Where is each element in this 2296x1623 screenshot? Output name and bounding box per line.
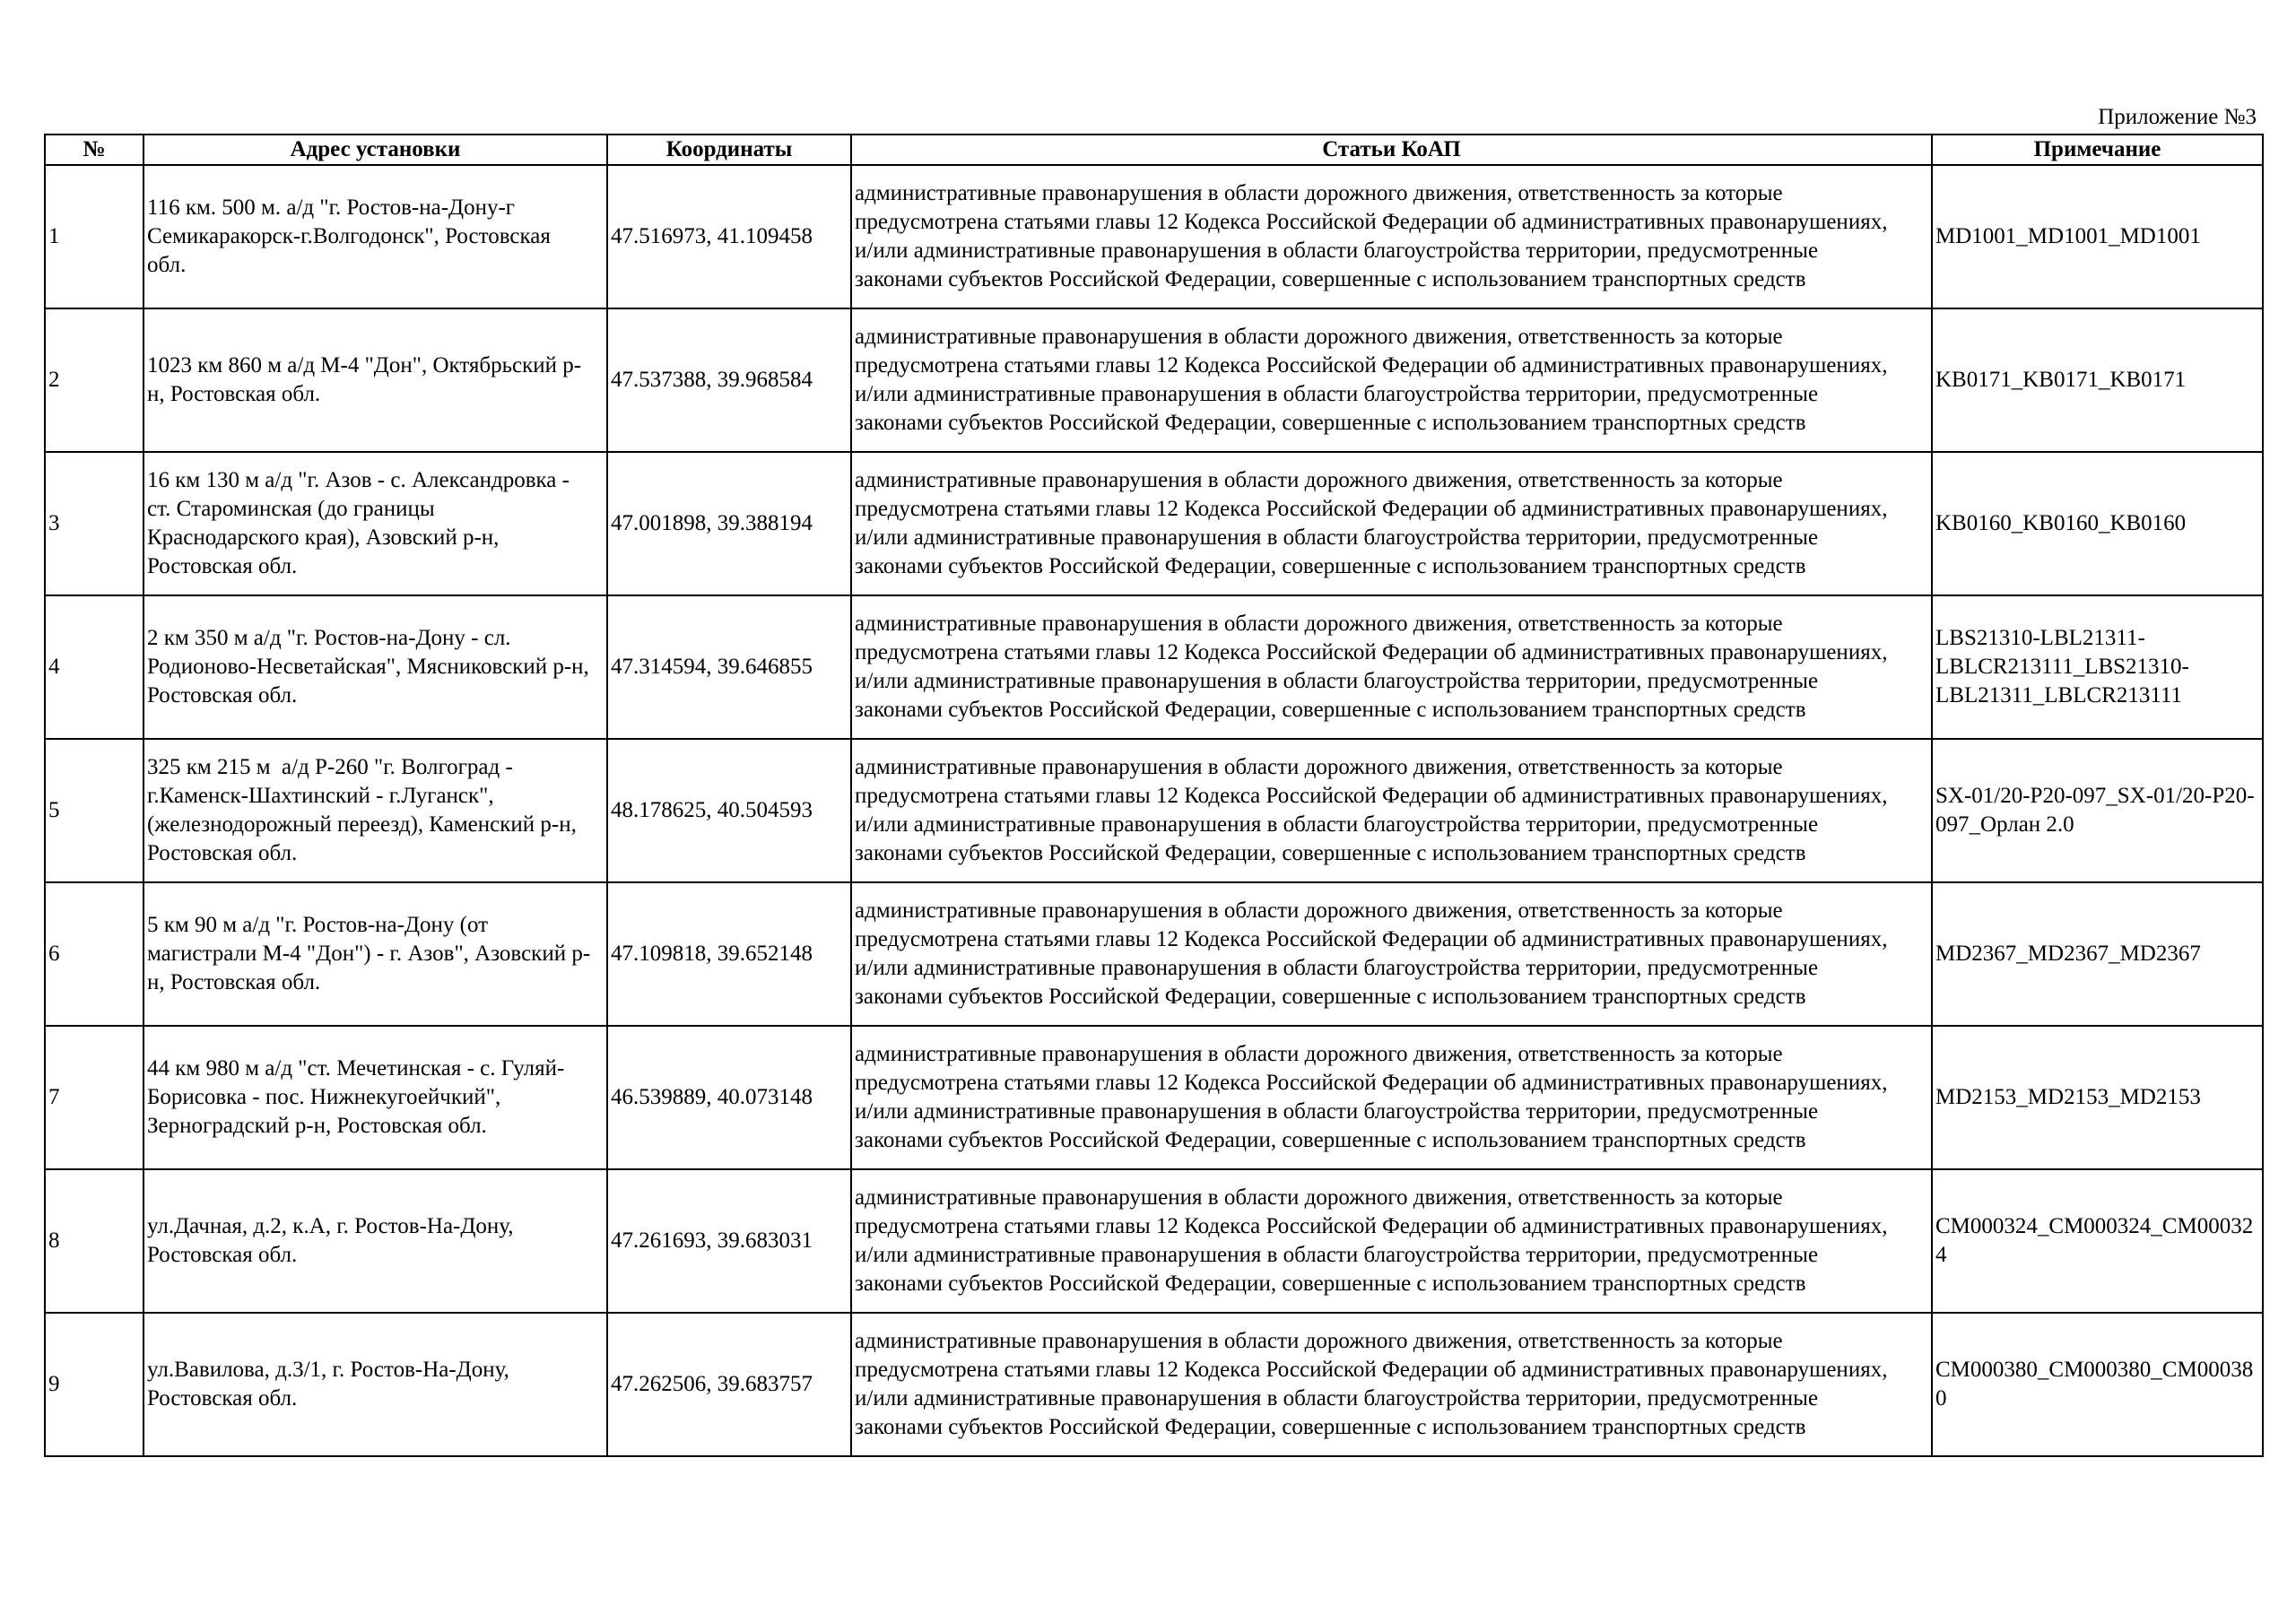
table-row	[45, 739, 2263, 882]
row-coords: 46.539889, 40.073148	[607, 1026, 851, 1169]
table-header-row	[45, 135, 2263, 165]
table-row	[45, 165, 2263, 308]
table-row	[45, 1169, 2263, 1313]
row-address: 325 км 215 м а/д Р-260 "г. Волгоград - г.Каменск-Шахтинский - г.Луганск", (железнодорожный переезд), Каменский р-н, Ростовская обл.	[144, 739, 607, 882]
row-articles: административные правонарушения в области дорожного движения, ответственность за которые предусмотрена статьями главы 12 Кодекса Российской Федерации об административных правонарушениях, и/или административные правонарушения в области благоустройства территории, предусмотренные законами субъектов Российской Федерации, совершенные с использованием транспортных средств	[851, 1169, 1932, 1313]
table-row	[45, 452, 2263, 595]
table-row	[45, 1026, 2263, 1169]
header-coords: Координаты	[607, 135, 851, 165]
row-note: KB0171_KB0171_KB0171	[1932, 308, 2263, 452]
row-note: SX-01/20-P20-097_SX-01/20-P20- 097_Орлан 2.0	[1932, 739, 2263, 882]
row-address: 5 км 90 м а/д "г. Ростов-на-Дону (от магистрали М-4 "Дон") - г. Азов", Азовский р- н, Ростовская обл.	[144, 882, 607, 1026]
row-number: 3	[45, 452, 144, 595]
row-address: 116 км. 500 м. а/д "г. Ростов-на-Дону-г Семикаракорск-г.Волгодонск", Ростовская обл.	[144, 165, 607, 308]
row-articles: административные правонарушения в области дорожного движения, ответственность за которые предусмотрена статьями главы 12 Кодекса Российской Федерации об административных правонарушениях, и/или административные правонарушения в области благоустройства территории, предусмотренные законами субъектов Российской Федерации, совершенные с использованием транспортных средств	[851, 739, 1932, 882]
row-coords: 47.516973, 41.109458	[607, 165, 851, 308]
row-note: LBS21310-LBL21311- LBLCR213111_LBS21310- LBL21311_LBLCR213111	[1932, 595, 2263, 739]
row-number: 9	[45, 1313, 144, 1456]
row-number: 7	[45, 1026, 144, 1169]
row-address: 44 км 980 м а/д "ст. Мечетинская - с. Гуляй- Борисовка - пос. Нижнекугоейчкий", Зерноградский р-н, Ростовская обл.	[144, 1026, 607, 1169]
row-coords: 47.109818, 39.652148	[607, 882, 851, 1026]
row-coords: 47.314594, 39.646855	[607, 595, 851, 739]
camera-registry-table	[44, 134, 2264, 1457]
row-address: 16 км 130 м а/д "г. Азов - с. Александровка - ст. Староминская (до границы Краснодарского края), Азовский р-н, Ростовская обл.	[144, 452, 607, 595]
appendix-label: Приложение №3	[2098, 105, 2257, 129]
row-articles: административные правонарушения в области дорожного движения, ответственность за которые предусмотрена статьями главы 12 Кодекса Российской Федерации об административных правонарушениях, и/или административные правонарушения в области благоустройства территории, предусмотренные законами субъектов Российской Федерации, совершенные с использованием транспортных средств	[851, 308, 1932, 452]
row-coords: 48.178625, 40.504593	[607, 739, 851, 882]
row-coords: 47.262506, 39.683757	[607, 1313, 851, 1456]
row-number: 5	[45, 739, 144, 882]
header-address: Адрес установки	[144, 135, 607, 165]
row-coords: 47.261693, 39.683031	[607, 1169, 851, 1313]
row-note: MD2367_MD2367_MD2367	[1932, 882, 2263, 1026]
row-number: 2	[45, 308, 144, 452]
table-row	[45, 595, 2263, 739]
header-note: Примечание	[1932, 135, 2263, 165]
row-number: 8	[45, 1169, 144, 1313]
row-articles: административные правонарушения в области дорожного движения, ответственность за которые предусмотрена статьями главы 12 Кодекса Российской Федерации об административных правонарушениях, и/или административные правонарушения в области благоустройства территории, предусмотренные законами субъектов Российской Федерации, совершенные с использованием транспортных средств	[851, 595, 1932, 739]
row-articles: административные правонарушения в области дорожного движения, ответственность за которые предусмотрена статьями главы 12 Кодекса Российской Федерации об административных правонарушениях, и/или административные правонарушения в области благоустройства территории, предусмотренные законами субъектов Российской Федерации, совершенные с использованием транспортных средств	[851, 1313, 1932, 1456]
row-articles: административные правонарушения в области дорожного движения, ответственность за которые предусмотрена статьями главы 12 Кодекса Российской Федерации об административных правонарушениях, и/или административные правонарушения в области благоустройства территории, предусмотренные законами субъектов Российской Федерации, совершенные с использованием транспортных средств	[851, 1026, 1932, 1169]
row-note: MD2153_MD2153_MD2153	[1932, 1026, 2263, 1169]
row-articles: административные правонарушения в области дорожного движения, ответственность за которые предусмотрена статьями главы 12 Кодекса Российской Федерации об административных правонарушениях, и/или административные правонарушения в области благоустройства территории, предусмотренные законами субъектов Российской Федерации, совершенные с использованием транспортных средств	[851, 165, 1932, 308]
row-address: 1023 км 860 м а/д М-4 "Дон", Октябрьский р- н, Ростовская обл.	[144, 308, 607, 452]
row-note: CM000380_CM000380_CM00038 0	[1932, 1313, 2263, 1456]
row-coords: 47.537388, 39.968584	[607, 308, 851, 452]
table-row	[45, 308, 2263, 452]
row-number: 4	[45, 595, 144, 739]
header-number: №	[45, 135, 144, 165]
table-row	[45, 1313, 2263, 1456]
row-address: ул.Дачная, д.2, к.А, г. Ростов-На-Дону, Ростовская обл.	[144, 1169, 607, 1313]
row-note: CM000324_CM000324_CM00032 4	[1932, 1169, 2263, 1313]
row-note: MD1001_MD1001_MD1001	[1932, 165, 2263, 308]
table-row	[45, 882, 2263, 1026]
row-address: 2 км 350 м а/д "г. Ростов-на-Дону - сл. Родионово-Несветайская", Мясниковский р-н, Ростовская обл.	[144, 595, 607, 739]
row-articles: административные правонарушения в области дорожного движения, ответственность за которые предусмотрена статьями главы 12 Кодекса Российской Федерации об административных правонарушениях, и/или административные правонарушения в области благоустройства территории, предусмотренные законами субъектов Российской Федерации, совершенные с использованием транспортных средств	[851, 882, 1932, 1026]
row-number: 1	[45, 165, 144, 308]
row-address: ул.Вавилова, д.3/1, г. Ростов-На-Дону, Ростовская обл.	[144, 1313, 607, 1456]
row-articles: административные правонарушения в области дорожного движения, ответственность за которые предусмотрена статьями главы 12 Кодекса Российской Федерации об административных правонарушениях, и/или административные правонарушения в области благоустройства территории, предусмотренные законами субъектов Российской Федерации, совершенные с использованием транспортных средств	[851, 452, 1932, 595]
row-number: 6	[45, 882, 144, 1026]
row-coords: 47.001898, 39.388194	[607, 452, 851, 595]
header-articles: Статьи КоАП	[851, 135, 1932, 165]
row-note: KB0160_KB0160_KB0160	[1932, 452, 2263, 595]
